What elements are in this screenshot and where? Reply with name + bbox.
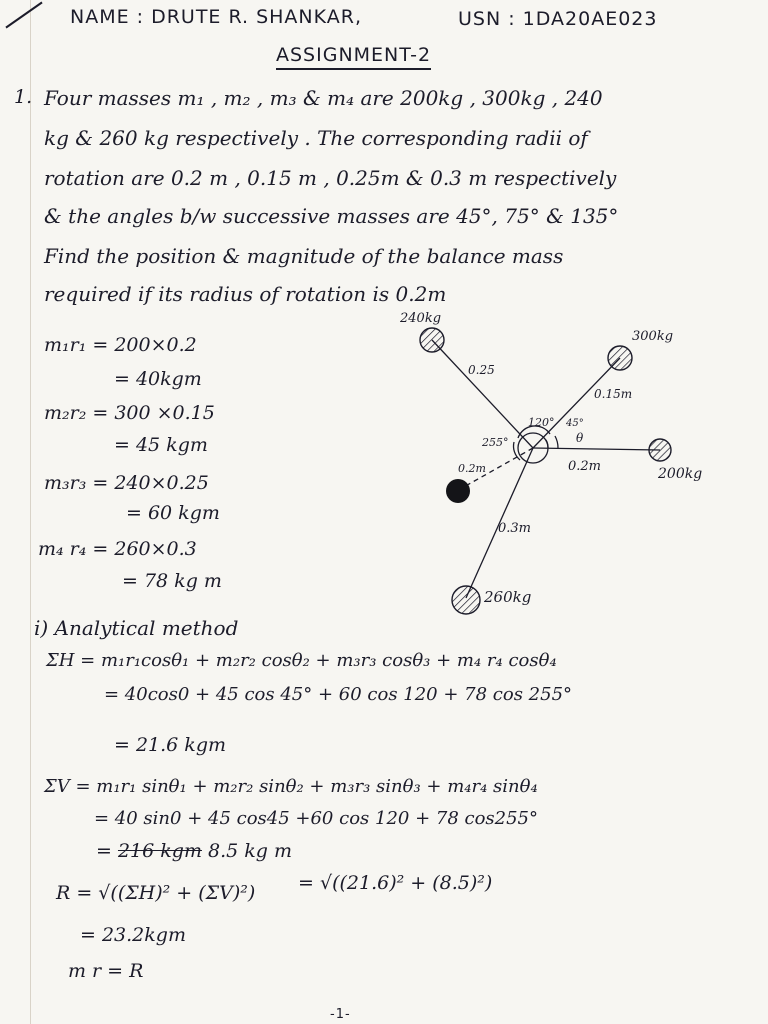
- page-number: -1-: [330, 1007, 351, 1022]
- arm-200kg: [533, 448, 660, 450]
- sum-h-result: = 21.6 kgm: [114, 734, 226, 756]
- calc-m1r1-result: = 40kgm: [114, 368, 202, 390]
- mass-200kg-circle: [649, 439, 671, 461]
- question-number: 1.: [14, 86, 33, 108]
- arm-240kg: [432, 340, 533, 448]
- question-line-4: & the angles b/w successive masses are 45°, 75° & 135°: [44, 204, 619, 228]
- sum-v-result: 8.5 kg m: [208, 840, 293, 862]
- mass-240kg-circle: [420, 328, 444, 352]
- calc-m2r2: m₂r₂ = 300 ×0.15: [44, 402, 215, 424]
- mass-260kg-circle: [452, 586, 480, 614]
- calc-m3r3: m₃r₃ = 240×0.25: [44, 472, 209, 494]
- label-angle-255: 255°: [482, 436, 509, 449]
- student-name: NAME : DRUTE R. SHANKAR,: [70, 6, 363, 28]
- label-r-03: 0.3m: [498, 521, 532, 536]
- label-theta: θ: [576, 431, 584, 445]
- sum-h-equation: ΣH = m₁r₁cosθ₁ + m₂r₂ cosθ₂ + m₃r₃ cosθ₃ + m₄ r₄ cosθ₄: [46, 650, 557, 671]
- section-heading: i) Analytical method: [34, 616, 239, 640]
- calc-m3r3-result: = 60 kgm: [126, 502, 220, 524]
- label-r-015: 0.15m: [594, 387, 633, 401]
- corner-stroke: [5, 2, 42, 29]
- question-line-6: required if its radius of rotation is 0.2m: [44, 282, 447, 306]
- calc-m4r4-result: = 78 kg m: [122, 570, 222, 592]
- mass-300kg-circle: [608, 346, 632, 370]
- margin-rule: [30, 0, 31, 1024]
- sum-v-result-line: [96, 842, 292, 861]
- sum-v-equation: ΣV = m₁r₁ sinθ₁ + m₂r₂ sinθ₂ + m₃r₃ sinθ₃ + m₄r₄ sinθ₄: [44, 776, 538, 797]
- label-r-025: 0.25: [468, 363, 495, 377]
- arc-45: [555, 436, 558, 448]
- r-substitution: = √((21.6)² + (8.5)²): [298, 872, 493, 894]
- label-r-02-balance: 0.2m: [458, 462, 486, 475]
- balance-mass-circle: [446, 479, 470, 503]
- label-260kg: 260kg: [484, 588, 532, 606]
- label-300kg: 300kg: [632, 329, 674, 344]
- label-angle-120: 120°: [528, 416, 555, 429]
- question-line-2: kg & 260 kg respectively . The corresponding radii of: [44, 126, 588, 150]
- page-title: ASSIGNMENT-2: [276, 46, 431, 70]
- label-200kg: 200kg: [658, 466, 703, 482]
- student-usn: USN : 1DA20AE023: [458, 8, 658, 30]
- calc-m4r4: m₄ r₄ = 260×0.3: [38, 538, 197, 560]
- r-result: = 23.2kgm: [80, 924, 186, 946]
- sum-v-substitution: = 40 sin0 + 45 cos45 +60 cos 120 + 78 cos255°: [94, 808, 539, 829]
- label-r-02: 0.2m: [568, 459, 602, 474]
- calc-m1r1: m₁r₁ = 200×0.2: [44, 334, 197, 356]
- sum-v-equals: =: [96, 840, 112, 862]
- label-angle-45: 45°: [566, 418, 584, 429]
- mr-equation: m r = R: [68, 960, 144, 982]
- calc-m2r2-result: = 45 kgm: [114, 434, 208, 456]
- question-line-1: Four masses m₁ , m₂ , m₃ & m₄ are 200kg , 300kg , 240: [44, 86, 603, 110]
- sum-h-substitution: = 40cos0 + 45 cos 45° + 60 cos 120 + 78 cos 255°: [104, 684, 573, 705]
- mass-arrangement-diagram: [400, 300, 740, 620]
- label-240kg: 240kg: [400, 311, 442, 326]
- question-line-5: Find the position & magnitude of the balance mass: [44, 244, 564, 268]
- question-line-3: rotation are 0.2 m , 0.15 m , 0.25m & 0.3 m respectively: [44, 166, 617, 190]
- r-formula: R = √((ΣH)² + (ΣV)²): [56, 882, 256, 904]
- sum-v-struck: 216 kgm: [117, 840, 202, 862]
